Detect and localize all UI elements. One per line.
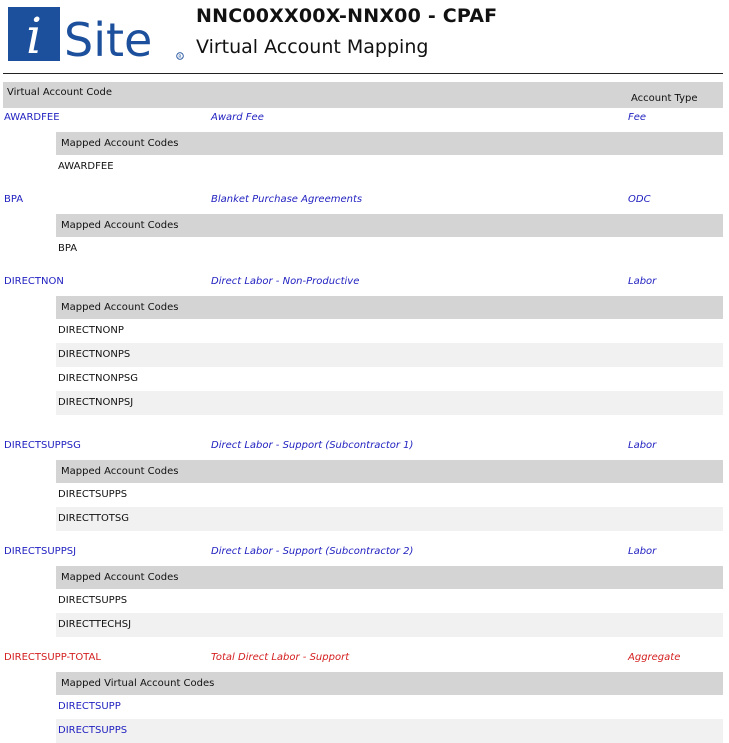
account-row (3, 438, 723, 454)
account-description: Award Fee (211, 112, 264, 123)
mapped-row: DIRECTNONP (58, 325, 124, 336)
logo-text-site: Site (64, 13, 153, 61)
mapped-row: DIRECTNONPS (56, 343, 723, 367)
header-divider (3, 73, 723, 74)
mapped-virtual-link[interactable]: DIRECTSUPPS (58, 725, 128, 736)
page-subtitle: Virtual Account Mapping (196, 36, 429, 58)
account-description: Direct Labor - Support (Subcontractor 1) (211, 440, 414, 451)
account-type: Labor (628, 440, 657, 451)
account-row (3, 110, 723, 126)
mapped-row: DIRECTSUPPS (58, 595, 128, 606)
logo-text-i: i (26, 7, 42, 61)
account-type: Labor (628, 276, 657, 287)
account-row (3, 192, 723, 208)
account-code-link[interactable]: AWARDFEE (4, 112, 60, 123)
mapped-header: Mapped Account Codes (56, 566, 723, 589)
account-code-link[interactable]: DIRECTSUPPSG (4, 440, 81, 451)
mapped-header: Mapped Account Codes (56, 296, 723, 319)
account-row (3, 544, 723, 560)
account-code-link[interactable]: DIRECTSUPPSJ (4, 546, 77, 557)
column-header-code: Virtual Account Code (7, 87, 113, 98)
account-code-link[interactable]: DIRECTNON (4, 276, 64, 287)
mapped-row: DIRECTNONPSJ (56, 391, 723, 415)
mapped-virtual-row (56, 695, 723, 719)
mapped-header: Mapped Account Codes (56, 132, 723, 155)
mapped-row: DIRECTTOTSG (56, 507, 723, 531)
account-description: Direct Labor - Non-Productive (211, 276, 360, 287)
mapped-row: DIRECTSUPPS (58, 489, 128, 500)
isite-logo (8, 7, 184, 61)
mapped-virtual-link[interactable]: DIRECTSUPP (58, 701, 121, 712)
mapped-header: Mapped Account Codes (56, 460, 723, 483)
mapped-row: AWARDFEE (58, 161, 114, 172)
account-code-link[interactable]: BPA (4, 194, 24, 205)
mapped-virtual-header: Mapped Virtual Account Codes (56, 672, 723, 695)
mapped-row: BPA (58, 243, 78, 254)
account-type: Fee (628, 112, 647, 123)
account-code-link[interactable]: DIRECTSUPP-TOTAL (4, 652, 101, 663)
mapped-virtual-row (56, 719, 723, 743)
svg-text:R: R (178, 55, 182, 60)
account-type: Aggregate (628, 652, 681, 663)
account-type: Labor (628, 546, 657, 557)
mapped-row: DIRECTNONPSG (58, 373, 138, 384)
column-header-type: Account Type (631, 93, 698, 104)
mapped-header: Mapped Account Codes (56, 214, 723, 237)
column-header (3, 82, 723, 108)
account-row (3, 274, 723, 290)
account-row-aggregate (3, 650, 723, 666)
account-type: ODC (628, 194, 651, 205)
mapped-row: DIRECTTECHSJ (56, 613, 723, 637)
account-description: Total Direct Labor - Support (211, 652, 350, 663)
account-description: Direct Labor - Support (Subcontractor 2) (211, 546, 414, 557)
account-description: Blanket Purchase Agreements (211, 194, 363, 205)
page-title: NNC00XX00X-NNX00 - CPAF (196, 5, 498, 27)
